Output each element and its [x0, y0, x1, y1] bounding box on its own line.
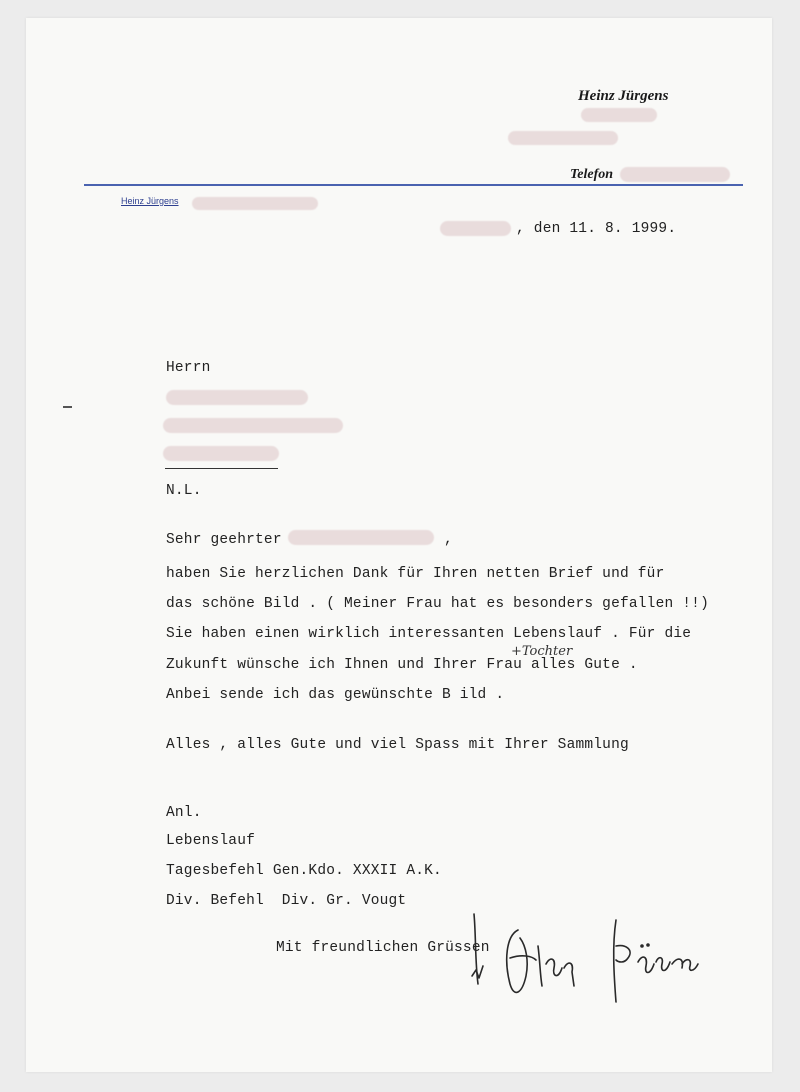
redacted-sender-address [192, 197, 318, 210]
redacted-address-2 [508, 131, 618, 145]
redacted-recipient-city [163, 446, 279, 461]
date-line: , den 11. 8. 1999. [516, 221, 677, 237]
sender-return-line: Heinz Jürgens [121, 196, 179, 206]
address-underline [165, 468, 278, 469]
redacted-address-1 [581, 108, 657, 122]
recipient-country: N.L. [166, 483, 202, 499]
redacted-recipient-street [163, 418, 343, 433]
signature [466, 906, 726, 1006]
recipient-title: Herrn [166, 360, 211, 376]
body-line: Anbei sende ich das gewünschte B ild . [166, 687, 505, 703]
body-line: Zukunft wünsche ich Ihnen und Ihrer Frau alles Gute . [166, 657, 638, 673]
closing-wish: Alles , alles Gute und viel Spass mit Ihrer Sammlung [166, 737, 629, 753]
greeting-comma: , [444, 532, 453, 548]
letterhead-divider [84, 184, 743, 186]
letterhead-phone-label: Telefon [570, 167, 614, 182]
enclosure-item: Div. Befehl Div. Gr. Vougt [166, 893, 407, 909]
margin-tick [63, 406, 72, 408]
redacted-recipient-name [166, 390, 308, 405]
body-line: Sie haben einen wirklich interessanten Lebenslauf . Für die [166, 626, 692, 642]
enclosure-label: Anl. [166, 805, 202, 821]
redacted-greeting-name [288, 530, 434, 545]
body-line: das schöne Bild . ( Meiner Frau hat es besonders gefallen !!) [166, 596, 709, 612]
enclosure-item: Tagesbefehl Gen.Kdo. XXXII A.K. [166, 863, 442, 879]
greeting: Sehr geehrter [166, 532, 282, 548]
redacted-phone [620, 167, 730, 182]
signoff: Mit freundlichen Grüssen [276, 940, 490, 956]
body-line: haben Sie herzlichen Dank für Ihren netten Brief und für [166, 566, 665, 582]
enclosure-item: Lebenslauf [166, 833, 256, 849]
letterhead-name: Heinz Jürgens [578, 88, 669, 104]
letter-page [26, 18, 772, 1072]
handwritten-insertion: +Tochter [511, 644, 573, 659]
redacted-place [440, 221, 511, 236]
